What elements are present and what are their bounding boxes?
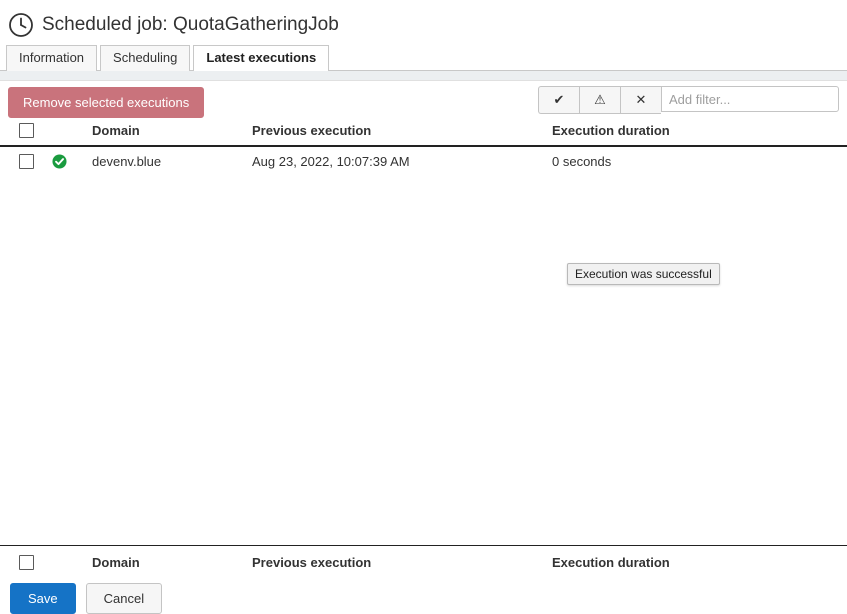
executions-toolbar	[0, 81, 847, 119]
filter-input[interactable]	[661, 86, 839, 112]
select-all-header	[0, 119, 52, 146]
section-separator	[0, 71, 847, 81]
footer-previous-execution-header: Previous execution	[252, 554, 372, 570]
row-status-cell	[52, 146, 92, 175]
previous-execution-header: Previous execution	[252, 119, 552, 146]
footer-table	[0, 546, 847, 579]
table-empty-space	[0, 175, 847, 545]
row-select-cell	[0, 146, 52, 175]
filter-error-button[interactable]: ✕	[620, 86, 661, 114]
tab-latest-executions[interactable]: Latest executions	[193, 45, 329, 71]
select-all-checkbox[interactable]	[19, 123, 34, 138]
footer-header-row	[0, 546, 847, 579]
cancel-button[interactable]: Cancel	[86, 583, 162, 614]
row-previous-execution: Aug 23, 2022, 10:07:39 AM	[252, 153, 410, 169]
table-header-row	[0, 119, 847, 146]
tab-strip	[0, 44, 847, 71]
executions-table-body	[0, 146, 847, 175]
form-actions	[0, 579, 847, 614]
executions-table-wrap	[0, 119, 847, 545]
filter-controls	[538, 86, 839, 114]
row-domain: devenv.blue	[92, 153, 162, 169]
footer-status-header	[52, 546, 92, 579]
execution-duration-header: Execution duration	[552, 119, 847, 146]
footer-select-all-header	[0, 546, 52, 579]
success-icon[interactable]	[52, 154, 67, 169]
save-button[interactable]: Save	[10, 583, 76, 614]
status-tooltip: Execution was successful	[567, 263, 720, 285]
filter-success-button[interactable]: ✔	[538, 86, 579, 114]
executions-table-head	[0, 119, 847, 146]
page-title: Scheduled job: QuotaGatheringJob	[42, 14, 339, 35]
executions-table	[0, 119, 847, 175]
remove-selected-executions-button[interactable]: Remove selected executions	[8, 87, 204, 118]
status-header	[52, 119, 92, 146]
clock-icon	[8, 12, 34, 38]
table-row[interactable]	[0, 146, 847, 175]
page-header	[0, 0, 847, 44]
row-checkbox[interactable]	[19, 154, 34, 169]
footer-domain-header: Domain	[92, 554, 140, 570]
filter-warning-button[interactable]: ⚠	[579, 86, 620, 114]
footer-execution-duration-header: Execution duration	[552, 554, 670, 570]
executions-table-footer	[0, 545, 847, 579]
tab-scheduling[interactable]: Scheduling	[100, 45, 190, 71]
domain-header: Domain	[92, 119, 252, 146]
footer-select-all-checkbox[interactable]	[19, 555, 34, 570]
row-execution-duration: 0 seconds	[552, 153, 612, 169]
tab-information[interactable]: Information	[6, 45, 97, 71]
